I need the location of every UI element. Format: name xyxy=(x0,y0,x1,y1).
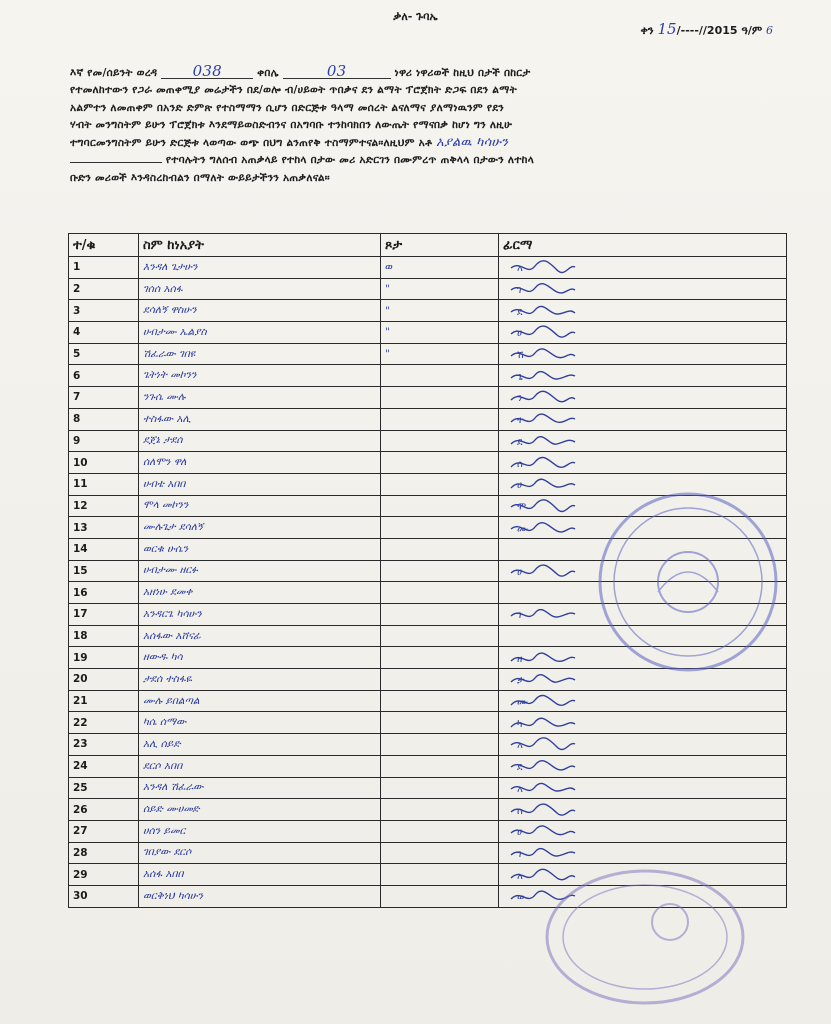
signature-scribble-icon xyxy=(509,757,579,775)
row-sex xyxy=(381,604,499,626)
row-signature xyxy=(499,885,787,907)
row-number: 16 xyxy=(69,582,139,604)
woreda-field: 038 xyxy=(161,64,253,79)
signature-scribble-icon xyxy=(509,735,579,753)
row-number: 29 xyxy=(69,864,139,886)
signature-scribble-icon xyxy=(509,519,579,537)
row-signature xyxy=(499,278,787,300)
signature-mark: ገ xyxy=(517,610,522,622)
header-number: ተ/ቁ xyxy=(69,234,139,257)
signature-mark: ሰ xyxy=(517,458,523,470)
table-row xyxy=(69,690,787,712)
row-signature xyxy=(499,604,787,626)
signature-scribble-icon xyxy=(509,692,579,710)
signature-scribble-icon xyxy=(509,562,579,580)
date-prefix: ቀን xyxy=(640,24,654,37)
row-number: 25 xyxy=(69,777,139,799)
document-title: ቃለ- ጉባኤ xyxy=(393,10,438,23)
row-number: 22 xyxy=(69,712,139,734)
row-name: ሙሉጌታ ደሳለኝ xyxy=(139,517,381,539)
row-number: 30 xyxy=(69,885,139,907)
row-number: 12 xyxy=(69,495,139,517)
table-row xyxy=(69,625,787,647)
table-row xyxy=(69,799,787,821)
signature-scribble-icon xyxy=(509,822,579,840)
row-signature xyxy=(499,343,787,365)
signature-scribble-icon xyxy=(509,605,579,623)
statement-line-6-text: የተባሉትን ግለሰብ አጠቃላይ የተከላ በታው መሪ አድርገን በሙምረጥ ጠቅላላ በታውን ለተከላ xyxy=(165,154,535,167)
table-row xyxy=(69,647,787,669)
header-signature: ፊርማ xyxy=(499,234,787,257)
row-number: 15 xyxy=(69,560,139,582)
signature-mark: ታ xyxy=(517,675,525,687)
signature-scribble-icon xyxy=(509,280,579,298)
signature-scribble-icon xyxy=(509,388,579,406)
table-row xyxy=(69,495,787,517)
row-number: 20 xyxy=(69,669,139,691)
row-sex xyxy=(381,625,499,647)
row-signature xyxy=(499,799,787,821)
table-row xyxy=(69,669,787,691)
row-sex xyxy=(381,430,499,452)
row-sex: " xyxy=(381,278,499,300)
row-signature xyxy=(499,647,787,669)
row-name: ታደሰ ተስፋዬ xyxy=(139,669,381,691)
row-name: እንዳለ ጌታሁን xyxy=(139,257,381,279)
row-name: ሞላ መኮንን xyxy=(139,495,381,517)
row-name: ሰይድ ሙሀመድ xyxy=(139,799,381,821)
date-month-handwritten: 6 xyxy=(766,24,773,37)
table-row xyxy=(69,322,787,344)
row-sex xyxy=(381,517,499,539)
row-signature xyxy=(499,625,787,647)
statement-woreda-label: እኛ የመ/ሰይንት ወረዳ xyxy=(70,67,158,79)
row-number: 23 xyxy=(69,734,139,756)
table-row xyxy=(69,408,787,430)
row-signature xyxy=(499,734,787,756)
table-header-row xyxy=(69,234,787,257)
signature-mark: አ xyxy=(517,870,523,882)
row-signature xyxy=(499,712,787,734)
table-row xyxy=(69,257,787,279)
row-sex xyxy=(381,452,499,474)
statement-line-7: ቡድን መሪወች እንዳስረከብልን በማለት ውይይታችንን አጠቃለናል። xyxy=(70,171,330,184)
statement-line-3: አልምተን ለመጠቀም በአንድ ድምጽ የተስማማን ሲሆን በድርጅቱ ዓላማ መሰረት ልናለማና ያለማነዉንም የደን xyxy=(70,101,504,114)
statement-line-1-end: ነዋሪ ነዋሪወች ከዚህ በታች በከርታ xyxy=(394,67,531,79)
row-signature xyxy=(499,257,787,279)
table-row xyxy=(69,343,787,365)
signature-mark: ደ xyxy=(517,306,523,318)
table-row xyxy=(69,777,787,799)
row-name: ደርሶ አበበ xyxy=(139,755,381,777)
row-name: አንዳለ ሽፈራው xyxy=(139,777,381,799)
row-number: 26 xyxy=(69,799,139,821)
row-signature xyxy=(499,777,787,799)
signature-scribble-icon xyxy=(509,844,579,862)
row-number: 5 xyxy=(69,343,139,365)
row-signature xyxy=(499,582,787,604)
signature-mark: ገ xyxy=(517,848,522,860)
signature-scribble-icon xyxy=(509,497,579,515)
attendance-table xyxy=(68,233,787,908)
signature-mark: አ xyxy=(517,783,523,795)
row-number: 17 xyxy=(69,604,139,626)
signature-mark: ሀ xyxy=(517,566,523,578)
row-sex xyxy=(381,734,499,756)
statement-line-5-text: ተግባርመንግስትም ይሁን ድርጅቱ ላወጣው ወጭ በህግ ልንጠየቅ ተስማምተናል።ለዚህም አቶ xyxy=(70,137,433,150)
table-row xyxy=(69,365,787,387)
row-sex xyxy=(381,408,499,430)
row-name: ሀብታሙ ኤልያስ xyxy=(139,322,381,344)
signature-mark: ሀ xyxy=(517,480,523,492)
row-signature xyxy=(499,322,787,344)
header-full-name: ስም ከነአያት xyxy=(139,234,381,257)
row-sex: " xyxy=(381,300,499,322)
row-signature xyxy=(499,864,787,886)
row-sex xyxy=(381,647,499,669)
row-signature xyxy=(499,430,787,452)
signature-mark: ደ xyxy=(517,436,523,448)
row-number: 27 xyxy=(69,820,139,842)
row-sex xyxy=(381,495,499,517)
table-row xyxy=(69,538,787,560)
signature-mark: ዘ xyxy=(517,653,523,665)
row-number: 3 xyxy=(69,300,139,322)
row-number: 4 xyxy=(69,322,139,344)
row-sex: " xyxy=(381,343,499,365)
row-sex xyxy=(381,864,499,886)
row-name: ገበያው ደርሶ xyxy=(139,842,381,864)
statement-kebele-label: ቀበሌ xyxy=(257,67,279,79)
row-name: ሀብቴ አበበ xyxy=(139,473,381,495)
row-sex xyxy=(381,582,499,604)
signature-mark: ሞ xyxy=(517,501,527,513)
table-row xyxy=(69,734,787,756)
row-name: ሽፈራው ገበዩ xyxy=(139,343,381,365)
row-sex xyxy=(381,712,499,734)
signature-mark: ገ xyxy=(517,285,522,297)
row-number: 21 xyxy=(69,690,139,712)
statement-blank xyxy=(70,162,162,163)
row-sex xyxy=(381,538,499,560)
row-number: 8 xyxy=(69,408,139,430)
signature-scribble-icon xyxy=(509,649,579,667)
row-sex xyxy=(381,365,499,387)
row-name: ወርቅነህ ካሳሁን xyxy=(139,885,381,907)
row-signature xyxy=(499,495,787,517)
signature-mark: ካ xyxy=(517,718,523,730)
row-number: 1 xyxy=(69,257,139,279)
row-name: ካሴ ሰማው xyxy=(139,712,381,734)
row-signature xyxy=(499,517,787,539)
row-signature xyxy=(499,538,787,560)
row-number: 24 xyxy=(69,755,139,777)
row-sex xyxy=(381,690,499,712)
row-number: 2 xyxy=(69,278,139,300)
table-row xyxy=(69,300,787,322)
leader-name-handwritten: አያልዉ ካሳሁን xyxy=(436,135,509,151)
kebele-field: 03 xyxy=(283,64,391,79)
table-row xyxy=(69,842,787,864)
row-number: 13 xyxy=(69,517,139,539)
row-signature xyxy=(499,300,787,322)
signature-scribble-icon xyxy=(509,475,579,493)
row-number: 28 xyxy=(69,842,139,864)
row-number: 14 xyxy=(69,538,139,560)
signature-mark: ደ xyxy=(517,762,523,774)
row-name: ወርቁ ሁሴን xyxy=(139,538,381,560)
row-signature xyxy=(499,387,787,409)
row-name: አሊ ሰይድ xyxy=(139,734,381,756)
row-signature xyxy=(499,473,787,495)
table-row xyxy=(69,387,787,409)
row-name: አሰፋ አበበ xyxy=(139,864,381,886)
table-row xyxy=(69,560,787,582)
row-sex xyxy=(381,755,499,777)
row-signature xyxy=(499,669,787,691)
date-day-handwritten: 15 xyxy=(657,20,677,38)
signature-scribble-icon xyxy=(509,670,579,688)
row-number: 18 xyxy=(69,625,139,647)
signature-scribble-icon xyxy=(509,323,579,341)
signature-mark: ተ xyxy=(517,415,524,427)
row-number: 10 xyxy=(69,452,139,474)
row-name: አንዳርጌ ካሳሁን xyxy=(139,604,381,626)
statement-line-4: ሃብት መንግስትም ይሁን ፕሮጀክቱ እንደማይወስድብንና በአግባቡ ተንከባክበን ለውጤት የማናበቃ ከሆነ ግን ለዚሁ xyxy=(70,118,513,131)
table-row xyxy=(69,604,787,626)
table-row xyxy=(69,452,787,474)
row-sex xyxy=(381,842,499,864)
table-body xyxy=(69,257,787,908)
row-name: ሀሰን ይመር xyxy=(139,820,381,842)
row-name: አዘነሁ ደመቀ xyxy=(139,582,381,604)
signature-scribble-icon xyxy=(509,779,579,797)
row-sex xyxy=(381,473,499,495)
table-row xyxy=(69,864,787,886)
table-row xyxy=(69,517,787,539)
signature-scribble-icon xyxy=(509,454,579,472)
signature-mark: ሀ xyxy=(517,827,523,839)
signature-mark: ሙ xyxy=(517,523,529,535)
row-name: አሰፋው አሸናፊ xyxy=(139,625,381,647)
row-sex xyxy=(381,777,499,799)
row-signature xyxy=(499,408,787,430)
signature-mark: ን xyxy=(517,393,523,405)
row-signature xyxy=(499,690,787,712)
signature-scribble-icon xyxy=(509,866,579,884)
row-name: ሙሉ ይበልጣል xyxy=(139,690,381,712)
date-suffix: /2015 ዓ/ም xyxy=(702,24,763,37)
statement-line-1 xyxy=(70,64,786,82)
signature-mark: ጌ xyxy=(517,371,523,383)
row-signature xyxy=(499,452,787,474)
row-signature xyxy=(499,560,787,582)
statement-line-2: የተመለከተውን የጋራ መጠቀሚያ መሬታችን በደ/ወሎ ብ/ሀይወት ጥበቃና ደን ልማት ፕሮጀክት ድጋፍ በደን ልማት xyxy=(70,84,517,97)
signature-scribble-icon xyxy=(509,801,579,819)
table-row xyxy=(69,712,787,734)
row-number: 11 xyxy=(69,473,139,495)
signature-mark: አ xyxy=(517,740,523,752)
header-sex: ጾታ xyxy=(381,234,499,257)
signature-scribble-icon xyxy=(509,887,579,905)
row-name: ገሰሰ አሰፋ xyxy=(139,278,381,300)
table-row xyxy=(69,820,787,842)
row-sex xyxy=(381,885,499,907)
row-signature xyxy=(499,365,787,387)
row-number: 19 xyxy=(69,647,139,669)
row-signature xyxy=(499,842,787,864)
signature-mark: ወ xyxy=(517,892,525,904)
row-sex xyxy=(381,669,499,691)
signature-scribble-icon xyxy=(509,367,579,385)
row-number: 9 xyxy=(69,430,139,452)
signature-mark: አ xyxy=(517,263,523,275)
row-sex xyxy=(381,799,499,821)
row-name: ሀብታሙ ዘርፉ xyxy=(139,560,381,582)
row-name: ጌትነት መኮንን xyxy=(139,365,381,387)
row-name: ንጉሴ ሙሉ xyxy=(139,387,381,409)
signature-scribble-icon xyxy=(509,345,579,363)
date-separator: /----/ xyxy=(676,24,703,37)
signature-scribble-icon xyxy=(509,302,579,320)
signature-mark: ሀ xyxy=(517,328,523,340)
table-row xyxy=(69,278,787,300)
row-sex xyxy=(381,560,499,582)
row-name: ተስፋው አሊ xyxy=(139,408,381,430)
row-sex xyxy=(381,820,499,842)
signature-scribble-icon xyxy=(509,410,579,428)
date-line xyxy=(641,20,773,38)
table-row xyxy=(69,430,787,452)
row-sex xyxy=(381,387,499,409)
row-name: ዘውዱ ካሳ xyxy=(139,647,381,669)
signature-scribble-icon xyxy=(509,258,579,276)
row-name: ደሳለኝ ዋስሁን xyxy=(139,300,381,322)
row-name: ደጀኔ ታደሰ xyxy=(139,430,381,452)
row-signature xyxy=(499,755,787,777)
meeting-statement xyxy=(70,64,786,187)
signature-mark: ሰ xyxy=(517,805,523,817)
row-number: 7 xyxy=(69,387,139,409)
signature-mark: ሙ xyxy=(517,697,529,709)
table-row xyxy=(69,755,787,777)
signature-mark: ሽ xyxy=(517,350,524,362)
row-sex: " xyxy=(381,322,499,344)
row-sex: ወ xyxy=(381,257,499,279)
row-name: ሰለሞን ዋለ xyxy=(139,452,381,474)
row-signature xyxy=(499,820,787,842)
table-row xyxy=(69,885,787,907)
statement-line-6 xyxy=(70,152,786,169)
row-number: 6 xyxy=(69,365,139,387)
table-row xyxy=(69,473,787,495)
statement-line-5 xyxy=(70,134,786,152)
table-row xyxy=(69,582,787,604)
signature-scribble-icon xyxy=(509,714,579,732)
signature-scribble-icon xyxy=(509,432,579,450)
